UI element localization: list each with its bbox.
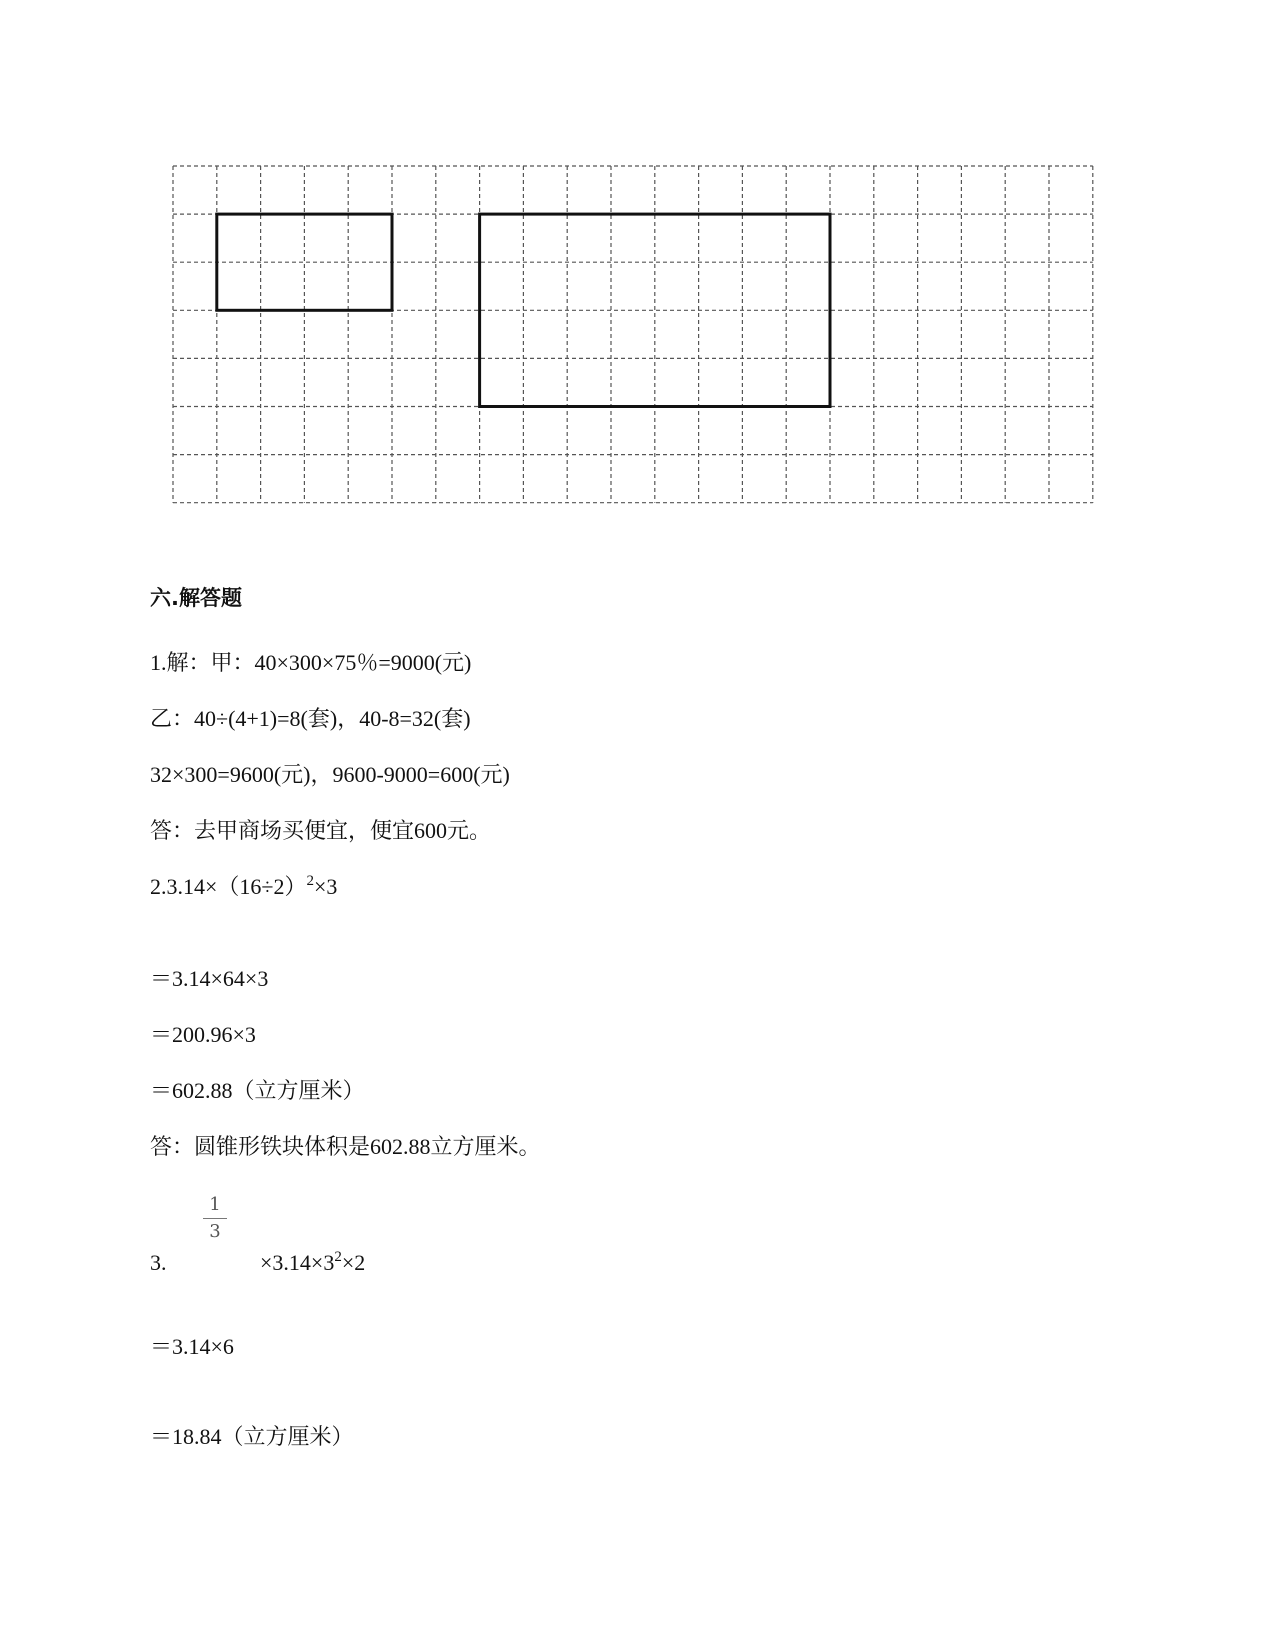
- q2-exponent: 2: [306, 873, 314, 889]
- q1-line-1: 1.解：甲：40×300×75％=9000(元): [150, 650, 472, 675]
- q2-expr-post: ×3: [313, 874, 338, 899]
- q3-exponent: 2: [334, 1249, 342, 1265]
- q3-expr-pre: ×3.14×3: [260, 1250, 335, 1275]
- q3-step-2: ＝18.84（立方厘米）: [150, 1424, 354, 1449]
- q2-expr-pre: 2.3.14×（16÷2）: [150, 874, 307, 899]
- q2-step-2: ＝200.96×3: [150, 1022, 256, 1047]
- q3-number: 3.: [150, 1250, 167, 1275]
- q2-line-1: [150, 874, 337, 900]
- q3-fraction: [203, 1194, 227, 1243]
- q1-line-3: 32×300=9600(元)，9600-9000=600(元): [150, 762, 510, 787]
- q2-answer: 答：圆锥形铁块体积是602.88立方厘米。: [150, 1134, 541, 1159]
- q1-answer: 答：去甲商场买便宜，便宜600元。: [150, 818, 492, 843]
- section-title: 六.解答题: [150, 586, 242, 610]
- grid-figure: [0, 0, 1275, 520]
- q2-step-3: ＝602.88（立方厘米）: [150, 1078, 365, 1103]
- q3-expr-post: ×2: [341, 1250, 366, 1275]
- q3-fraction-bar: [203, 1218, 227, 1219]
- q3-step-1: ＝3.14×6: [150, 1334, 234, 1359]
- q3-fraction-denominator: 3: [209, 1221, 221, 1242]
- q3-fraction-numerator: 1: [209, 1194, 221, 1215]
- q3-expression: [260, 1250, 365, 1276]
- q2-step-1: ＝3.14×64×3: [150, 966, 269, 991]
- q1-line-2: 乙：40÷(4+1)=8(套)，40-8=32(套): [150, 706, 471, 731]
